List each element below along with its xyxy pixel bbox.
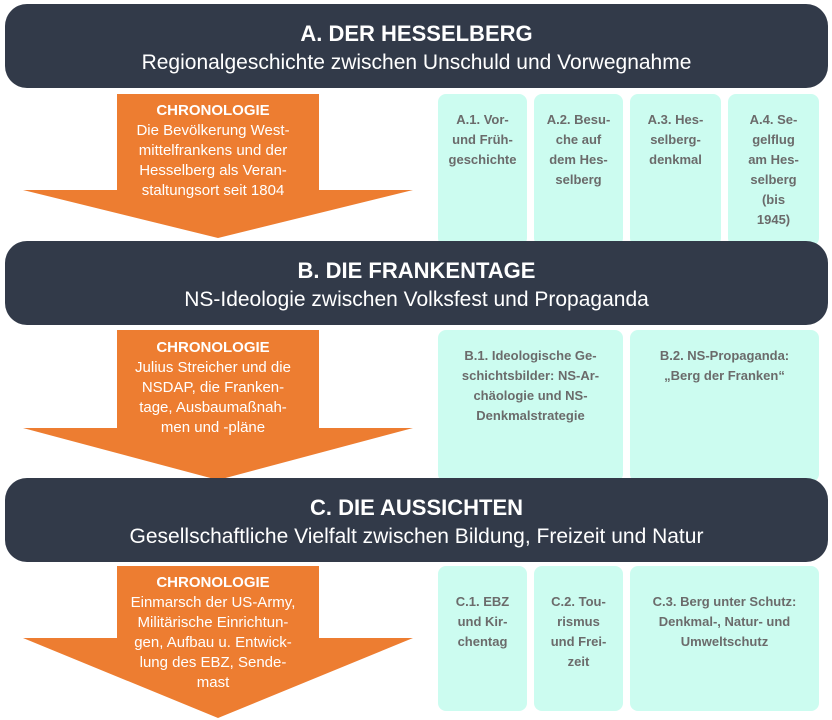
topic-line: A.1. Vor- (456, 112, 509, 127)
topic-box-b1 (438, 330, 623, 482)
topic-box-b2 (630, 330, 819, 482)
chronology-line: mast (196, 674, 230, 691)
topic-line: zeit (567, 654, 590, 669)
chronology-line: lung des EBZ, Sende- (139, 654, 287, 671)
chronology-line: Die Bevölkerung West- (136, 122, 290, 139)
topic-line: A.2. Besu- (546, 112, 611, 127)
chronology-arrow-c (13, 566, 413, 718)
section-subtitle: Gesellschaftliche Vielfalt zwischen Bildung, Freizeit und Natur (129, 525, 704, 548)
topic-line: „Berg der Franken“ (664, 368, 785, 383)
topic-box-c2 (534, 566, 623, 711)
section-title: C. DIE AUSSICHTEN (309, 495, 524, 520)
section-subtitle: Regionalgeschichte zwischen Unschuld und Vorwegnahme (141, 51, 692, 74)
chronology-line: Julius Streicher und die (135, 359, 291, 376)
topic-line: 1945) (756, 212, 791, 227)
chronology-line: Einmarsch der US-Army, (130, 594, 296, 611)
section-title: B. DIE FRANKENTAGE (297, 258, 536, 283)
chronology-label: CHRONOLOGIE (156, 574, 270, 591)
chronology-line: gen, Aufbau u. Entwick- (134, 634, 292, 651)
chronology-label: CHRONOLOGIE (156, 339, 270, 356)
topic-line: und Kir- (457, 614, 508, 629)
topic-line: chentag (457, 634, 508, 649)
chronology-line: Hesselberg als Veran- (139, 162, 287, 179)
chronology-line: mittelfrankens und der (138, 142, 288, 159)
topic-line: schichtsbilder: NS-Ar- (461, 368, 600, 383)
topic-line: Umweltschutz (680, 634, 769, 649)
topic-line: rismus (557, 614, 600, 629)
topic-line: (bis (761, 192, 786, 207)
topic-line: selberg (750, 172, 797, 187)
topic-line: und Früh- (452, 132, 513, 147)
chronology-arrow-a (13, 94, 413, 238)
topic-line: selberg- (650, 132, 701, 147)
chronology-line: NSDAP, die Franken- (141, 379, 285, 396)
topic-line: chäologie und NS- (473, 388, 588, 403)
topic-line: dem Hes- (549, 152, 608, 167)
topic-box-a1 (438, 94, 527, 246)
section-title: A. DER HESSELBERG (300, 21, 533, 46)
chronology-line: staltungsort seit 1804 (141, 182, 285, 199)
section-header-b (5, 241, 828, 325)
chronology-line: men und -pläne (160, 419, 266, 436)
topic-line: Denkmal-, Natur- und (658, 614, 791, 629)
topic-line: Denkmalstrategie (476, 408, 585, 423)
topic-box-c3 (630, 566, 819, 711)
topic-line: selberg (555, 172, 602, 187)
topic-line: geschichte (448, 152, 517, 167)
chronology-arrow-b (13, 330, 413, 480)
topic-line: C.3. Berg unter Schutz: (652, 594, 797, 609)
topic-line: denkmal (649, 152, 702, 167)
topic-box-a4 (728, 94, 819, 246)
topic-line: A.3. Hes- (647, 112, 704, 127)
section-header-c (5, 478, 828, 562)
topic-line: gelflug (752, 132, 795, 147)
chronology-line: Militärische Einrichtun- (137, 614, 289, 631)
topic-box-c1 (438, 566, 527, 711)
topic-line: C.1. EBZ (455, 594, 510, 609)
section-subtitle: NS-Ideologie zwischen Volksfest und Propaganda (184, 288, 649, 311)
topic-line: che auf (555, 132, 602, 147)
topic-line: B.2. NS-Propaganda: (659, 348, 790, 363)
topic-box-a3 (630, 94, 721, 246)
section-header-a (5, 4, 828, 88)
topic-line: A.4. Se- (749, 112, 798, 127)
topic-box-a2 (534, 94, 623, 246)
chronology-label: CHRONOLOGIE (156, 102, 270, 119)
topic-line: und Frei- (550, 634, 607, 649)
topic-line: am Hes- (748, 152, 799, 167)
chronology-line: tage, Ausbaumaßnah- (139, 399, 287, 416)
topic-line: C.2. Tou- (551, 594, 606, 609)
topic-line: B.1. Ideologische Ge- (464, 348, 597, 363)
